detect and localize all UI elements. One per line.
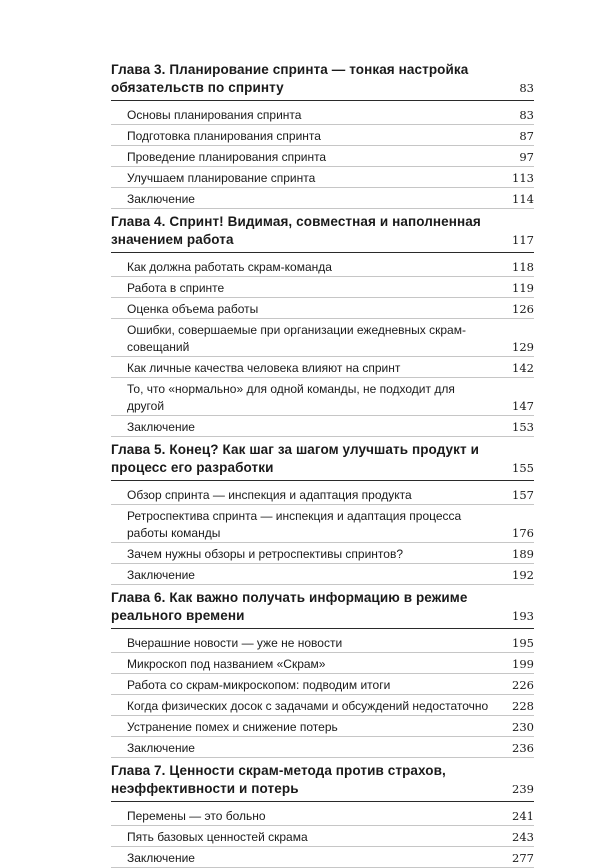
entry-label: Работа в спринте <box>127 281 225 295</box>
entry-page-number: 228 <box>512 699 534 713</box>
chapter-4 <box>111 213 534 437</box>
chapter-title: Глава 5. Конец? Как шаг за шагом улучшать продукт и процесс его разработки <box>111 442 479 475</box>
toc-entry <box>111 656 534 674</box>
chapter-entries <box>111 481 534 585</box>
entry-page-number: 126 <box>512 302 534 316</box>
entry-page-number: 241 <box>512 809 534 823</box>
entry-label: Зачем нужны обзоры и ретроспективы спринтов? <box>127 547 404 561</box>
toc-entry <box>111 170 534 188</box>
entry-page-number: 195 <box>512 636 534 650</box>
toc-entry <box>111 677 534 695</box>
entry-label: Перемены — это больно <box>127 809 266 823</box>
toc-entry <box>111 107 534 125</box>
entry-label: Основы планирования спринта <box>127 108 302 122</box>
toc-entry <box>111 149 534 167</box>
entry-label: Обзор спринта — инспекция и адаптация продукта <box>127 488 412 502</box>
entry-page-number: 113 <box>512 171 534 185</box>
entry-label: Пять базовых ценностей скрама <box>127 830 308 844</box>
entry-page-number: 153 <box>512 420 534 434</box>
toc-entry <box>111 808 534 826</box>
entry-label: Как личные качества человека влияют на спринт <box>127 361 401 375</box>
toc-entry <box>111 850 534 868</box>
entry-page-number: 97 <box>519 150 534 164</box>
entry-page-number: 230 <box>512 720 534 734</box>
entry-label: Работа со скрам-микроскопом: подводим итоги <box>127 678 391 692</box>
entry-page-number: 199 <box>512 657 534 671</box>
entry-label: Заключение <box>127 568 195 582</box>
entry-label: Как должна работать скрам-команда <box>127 260 332 274</box>
toc-entry <box>111 280 534 298</box>
toc-entry <box>111 508 534 543</box>
entry-label: То, что «нормально» для одной команды, не подходит для другой <box>127 382 455 413</box>
entry-page-number: 236 <box>512 741 534 755</box>
entry-label: Когда физических досок с задачами и обсуждений недостаточно <box>127 699 489 713</box>
entry-label: Заключение <box>127 851 195 865</box>
entry-page-number: 129 <box>512 340 534 354</box>
chapter-entries <box>111 802 534 868</box>
entry-label: Улучшаем планирование спринта <box>127 171 316 185</box>
chapter-7 <box>111 762 534 868</box>
entry-page-number: 114 <box>512 192 534 206</box>
chapter-heading <box>111 589 534 629</box>
entry-label: Ретроспектива спринта — инспекция и адаптация процесса работы команды <box>127 509 462 540</box>
toc-entry <box>111 635 534 653</box>
toc-entry <box>111 419 534 437</box>
entry-page-number: 226 <box>512 678 534 692</box>
toc-entry <box>111 546 534 564</box>
entry-label: Вчерашние новости — уже не новости <box>127 636 343 650</box>
chapter-heading <box>111 61 534 101</box>
chapter-heading <box>111 441 534 481</box>
entry-page-number: 243 <box>512 830 534 844</box>
entry-label: Оценка объема работы <box>127 302 259 316</box>
chapter-page-number: 155 <box>512 461 534 475</box>
entry-label: Ошибки, совершаемые при организации ежедневных скрам-совещаний <box>127 323 466 354</box>
toc-entry <box>111 719 534 737</box>
entry-label: Устранение помех и снижение потерь <box>127 720 338 734</box>
toc-entry <box>111 322 534 357</box>
chapter-page-number: 83 <box>519 81 534 95</box>
entry-label: Заключение <box>127 192 195 206</box>
chapter-6 <box>111 589 534 758</box>
chapter-title: Глава 7. Ценности скрам-метода против страхов, неэффективности и потерь <box>111 763 446 796</box>
toc-entry <box>111 381 534 416</box>
toc-entry <box>111 698 534 716</box>
toc-entry <box>111 259 534 277</box>
chapter-title: Глава 3. Планирование спринта — тонкая настройка обязательств по спринту <box>111 62 469 95</box>
entry-label: Микроскоп под названием «Скрам» <box>127 657 326 671</box>
chapter-entries <box>111 101 534 209</box>
chapter-page-number: 239 <box>512 782 534 796</box>
toc-entry <box>111 128 534 146</box>
entry-page-number: 189 <box>512 547 534 561</box>
toc-entry <box>111 191 534 209</box>
entry-label: Проведение планирования спринта <box>127 150 327 164</box>
entry-page-number: 192 <box>512 568 534 582</box>
toc-entry <box>111 829 534 847</box>
entry-label: Заключение <box>127 420 195 434</box>
toc-entry <box>111 487 534 505</box>
entry-page-number: 83 <box>519 108 534 122</box>
toc-entry <box>111 567 534 585</box>
chapter-entries <box>111 253 534 437</box>
chapter-heading <box>111 762 534 802</box>
entry-label: Подготовка планирования спринта <box>127 129 321 143</box>
toc-entry <box>111 360 534 378</box>
entry-page-number: 87 <box>519 129 534 143</box>
chapter-entries <box>111 629 534 758</box>
entry-page-number: 118 <box>512 260 534 274</box>
chapter-page-number: 193 <box>512 609 534 623</box>
entry-page-number: 119 <box>512 281 534 295</box>
entry-page-number: 277 <box>512 851 534 865</box>
toc-entry <box>111 740 534 758</box>
toc-entry <box>111 301 534 319</box>
chapter-3 <box>111 61 534 209</box>
chapter-title: Глава 4. Спринт! Видимая, совместная и наполненная значением работа <box>111 214 481 247</box>
chapter-heading <box>111 213 534 253</box>
entry-label: Заключение <box>127 741 195 755</box>
entry-page-number: 157 <box>512 488 534 502</box>
chapter-page-number: 117 <box>512 233 534 247</box>
entry-page-number: 176 <box>512 526 534 540</box>
entry-page-number: 142 <box>512 361 534 375</box>
chapter-5 <box>111 441 534 585</box>
entry-page-number: 147 <box>512 399 534 413</box>
chapter-title: Глава 6. Как важно получать информацию в режиме реального времени <box>111 590 468 623</box>
